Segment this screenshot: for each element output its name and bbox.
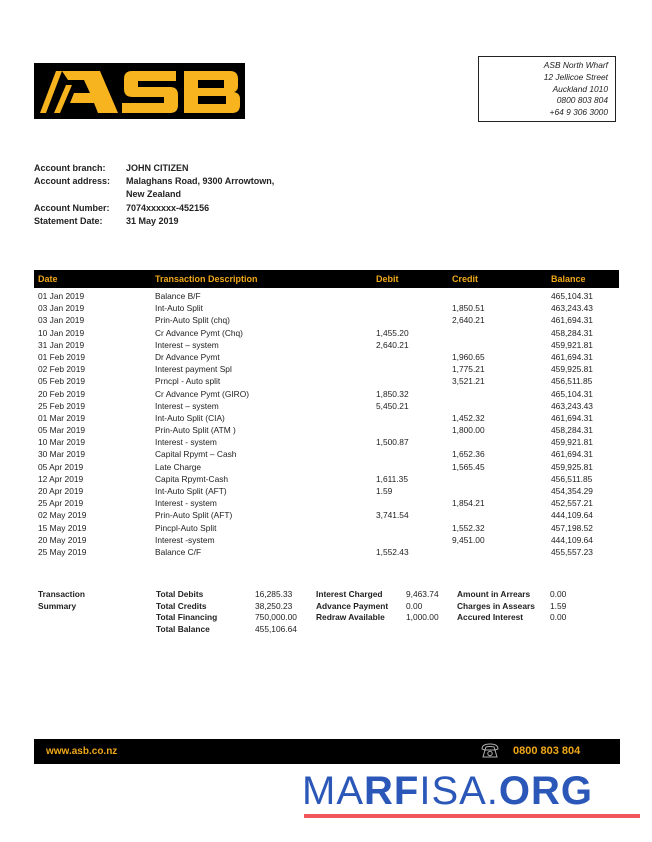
header-credit: Credit	[452, 274, 479, 284]
cell-balance: 444,109.64	[551, 534, 593, 545]
charges-in-arrears-value: 1.59	[550, 600, 567, 611]
cell-balance: 457,198.52	[551, 522, 593, 533]
table-row	[34, 473, 619, 485]
amount-in-arrears-label: Amount in Arrears	[457, 589, 531, 599]
bank-phone-international: +64 9 306 3000	[549, 107, 608, 118]
account-address-row	[34, 175, 274, 188]
cell-description: Dr Advance Pymt	[155, 351, 220, 362]
cell-credit: 1,552.32	[452, 522, 485, 533]
cell-balance: 465,104.31	[551, 388, 593, 399]
cell-balance: 461,694.31	[551, 315, 593, 326]
spacer	[34, 188, 126, 201]
total-debits-label: Total Debits	[156, 589, 204, 599]
footer-bar	[34, 739, 620, 764]
cell-date: 31 Jan 2019	[38, 339, 85, 350]
header-balance: Balance	[551, 274, 586, 284]
cell-date: 25 Feb 2019	[38, 400, 86, 411]
cell-date: 03 Jan 2019	[38, 315, 85, 326]
cell-description: Interest - system	[155, 498, 217, 509]
account-number-value: 7074xxxxxx-452156	[126, 202, 210, 213]
cell-credit: 1,850.51	[452, 303, 485, 314]
table-row	[34, 375, 619, 387]
redraw-available-label: Redraw Available	[316, 612, 385, 623]
table-row	[34, 363, 619, 375]
cell-balance: 461,694.31	[551, 449, 593, 460]
cell-debit: 2,640.21	[376, 339, 409, 350]
table-row	[34, 400, 619, 412]
table-row	[34, 534, 619, 546]
telephone-icon	[480, 743, 500, 759]
account-address-label: Account address:	[34, 176, 111, 187]
watermark-part3: ISA.	[419, 769, 499, 813]
total-balance-label: Total Balance	[156, 623, 210, 634]
account-details	[34, 162, 274, 228]
cell-debit: 5,450.21	[376, 400, 409, 411]
cell-description: Balance C/F	[155, 546, 202, 557]
cell-date: 12 Apr 2019	[38, 473, 84, 484]
statement-date-label: Statement Date:	[34, 215, 103, 226]
cell-debit: 1,850.32	[376, 388, 409, 399]
statement-date-value: 31 May 2019	[126, 215, 179, 226]
cell-description: Prin-Auto Split (chq)	[155, 315, 230, 326]
bank-address-box	[478, 56, 616, 122]
charges-in-arrears-label: Charges in Assears	[457, 600, 535, 611]
total-credits-value: 38,250.23	[255, 600, 293, 611]
cell-balance: 463,243.43	[551, 303, 593, 314]
cell-balance: 456,511.85	[551, 376, 593, 387]
transactions-table-header	[34, 270, 619, 288]
bank-address-line1: ASB North Wharf	[543, 60, 608, 70]
cell-date: 20 Apr 2019	[38, 486, 84, 496]
cell-date: 01 Jan 2019	[38, 291, 85, 301]
table-row	[34, 497, 619, 509]
cell-date: 30 Mar 2019	[38, 449, 86, 460]
cell-credit: 1,652.36	[452, 449, 485, 460]
account-branch-row	[34, 162, 274, 175]
cell-date: 02 May 2019	[38, 510, 87, 521]
account-address-row-2	[34, 188, 274, 201]
advance-payment-label: Advance Payment	[316, 600, 389, 611]
advance-payment-value: 0.00	[406, 600, 423, 611]
watermark-text	[302, 770, 640, 812]
total-financing-label: Total Financing	[156, 612, 218, 623]
table-row	[34, 448, 619, 460]
table-row	[34, 461, 619, 473]
amount-in-arrears-value: 0.00	[550, 589, 567, 599]
cell-credit: 1,565.45	[452, 461, 485, 472]
cell-balance: 459,921.81	[551, 437, 593, 448]
cell-debit: 1,611.35	[376, 473, 408, 484]
cell-description: Interest -system	[155, 534, 215, 545]
account-number-row	[34, 202, 274, 215]
cell-balance: 461,694.31	[551, 412, 593, 423]
account-number-label: Account Number:	[34, 202, 110, 213]
transactions-table-body	[34, 290, 619, 558]
cell-balance: 458,284.31	[551, 425, 593, 436]
cell-date: 01 Mar 2019	[38, 412, 86, 423]
cell-debit: 1.59	[376, 486, 393, 496]
cell-debit: 1,455.20	[376, 327, 409, 338]
cell-date: 10 Jan 2019	[38, 327, 85, 338]
cell-credit: 1,854.21	[452, 498, 485, 509]
table-row	[34, 388, 619, 400]
cell-date: 20 Feb 2019	[38, 388, 86, 399]
table-row	[34, 290, 619, 302]
account-branch-label: Account branch:	[34, 163, 106, 173]
cell-credit: 3,521.21	[452, 376, 485, 387]
cell-date: 20 May 2019	[38, 534, 87, 545]
header-description: Transaction Description	[155, 274, 258, 284]
cell-credit: 9,451.00	[452, 534, 485, 545]
cell-credit: 1,800.00	[452, 425, 485, 436]
cell-date: 05 Apr 2019	[38, 461, 84, 472]
summary-title-line1: Transaction	[38, 589, 86, 599]
website-link[interactable]: www.asb.co.nz	[46, 746, 118, 757]
cell-balance: 456,511.85	[551, 473, 593, 484]
watermark-part4: ORG	[498, 769, 594, 813]
cell-balance: 465,104.31	[551, 291, 593, 301]
cell-description: Capita Rpymt-Cash	[155, 473, 229, 484]
table-row	[34, 314, 619, 326]
bank-address-line2: 12 Jellicoe Street	[543, 71, 608, 82]
table-row	[34, 546, 619, 558]
asb-logo-icon	[34, 63, 245, 119]
cell-credit: 1,960.65	[452, 351, 485, 362]
cell-date: 02 Feb 2019	[38, 364, 86, 375]
watermark-part2: RF	[364, 769, 420, 813]
watermark-part1: MA	[302, 769, 364, 813]
cell-description: Interest - system	[155, 437, 217, 448]
cell-description: Interest payment Spl	[155, 364, 232, 375]
cell-description: Cr Advance Pymt (GIRO)	[155, 388, 250, 399]
cell-description: Prncpl - Auto split	[155, 376, 221, 387]
interest-charged-value: 9,463.74	[406, 589, 439, 599]
accrued-interest-label: Accured Interest	[457, 612, 524, 623]
cell-description: Interest – system	[155, 400, 219, 411]
cell-date: 10 Mar 2019	[38, 437, 86, 448]
cell-description: Int-Auto Split (CIA)	[155, 412, 225, 423]
cell-balance: 444,109.64	[551, 510, 593, 521]
table-row	[34, 485, 619, 497]
cell-date: 05 Mar 2019	[38, 425, 86, 436]
cell-description: Prin-Auto Split (ATM )	[155, 425, 236, 436]
cell-description: Int-Auto Split (AFT)	[155, 486, 227, 496]
cell-description: Int-Auto Split	[155, 303, 203, 314]
table-row	[34, 302, 619, 314]
watermark-underline	[304, 814, 640, 818]
cell-credit: 1,775.21	[452, 364, 485, 375]
cell-balance: 459,925.81	[551, 461, 593, 472]
total-credits-label: Total Credits	[156, 600, 207, 611]
cell-date: 05 Feb 2019	[38, 376, 86, 387]
cell-debit: 1,552.43	[376, 546, 409, 557]
cell-description: Prin-Auto Split (AFT)	[155, 510, 233, 521]
bank-address-line3: Auckland 1010	[552, 83, 608, 94]
table-row	[34, 522, 619, 534]
cell-balance: 459,925.81	[551, 364, 593, 375]
cell-description: Capital Rpymt – Cash	[155, 449, 237, 460]
table-row	[34, 327, 619, 339]
cell-description: Cr Advance Pymt (Chq)	[155, 327, 243, 338]
table-row	[34, 509, 619, 521]
cell-balance: 454,354.29	[551, 486, 593, 496]
cell-description: Late Charge	[155, 461, 202, 472]
cell-balance: 461,694.31	[551, 351, 593, 362]
footer-phone-number[interactable]: 0800 803 804	[513, 745, 581, 757]
cell-date: 03 Jan 2019	[38, 303, 85, 314]
table-row	[34, 424, 619, 436]
table-row	[34, 412, 619, 424]
cell-date: 15 May 2019	[38, 522, 87, 533]
redraw-available-value: 1,000.00	[406, 612, 439, 623]
cell-date: 25 Apr 2019	[38, 498, 84, 509]
account-address-line1: Malaghans Road, 9300 Arrowtown,	[126, 176, 275, 187]
table-row	[34, 339, 619, 351]
bank-phone-freephone: 0800 803 804	[556, 95, 608, 106]
cell-description: Balance B/F	[155, 291, 201, 301]
cell-debit: 3,741.54	[376, 510, 409, 521]
cell-description: Interest – system	[155, 339, 219, 350]
asb-logo	[34, 63, 245, 119]
cell-debit: 1,500.87	[376, 437, 409, 448]
cell-balance: 459,921.81	[551, 339, 593, 350]
statement-date-row	[34, 215, 274, 228]
cell-balance: 452,557.21	[551, 498, 593, 509]
interest-charged-label: Interest Charged	[316, 589, 383, 599]
cell-balance: 455,557.23	[551, 546, 593, 557]
cell-date: 25 May 2019	[38, 546, 87, 557]
table-row	[34, 436, 619, 448]
cell-balance: 458,284.31	[551, 327, 593, 338]
cell-balance: 463,243.43	[551, 400, 593, 411]
total-debits-value: 16,285.33	[255, 589, 293, 599]
cell-description: Pincpl-Auto Split	[155, 522, 217, 533]
cell-credit: 1,452.32	[452, 412, 485, 423]
summary-title-line2: Summary	[38, 600, 77, 611]
account-address-line2: New Zealand	[126, 189, 182, 200]
total-balance-value: 455,106.64	[255, 623, 297, 634]
cell-date: 01 Feb 2019	[38, 351, 86, 362]
account-branch-value: JOHN CITIZEN	[126, 163, 189, 173]
header-date: Date	[38, 274, 58, 284]
header-debit: Debit	[376, 274, 399, 284]
accrued-interest-value: 0.00	[550, 612, 567, 623]
cell-credit: 2,640.21	[452, 315, 485, 326]
marfisa-watermark	[302, 770, 640, 820]
total-financing-value: 750,000.00	[255, 612, 297, 623]
table-row	[34, 351, 619, 363]
